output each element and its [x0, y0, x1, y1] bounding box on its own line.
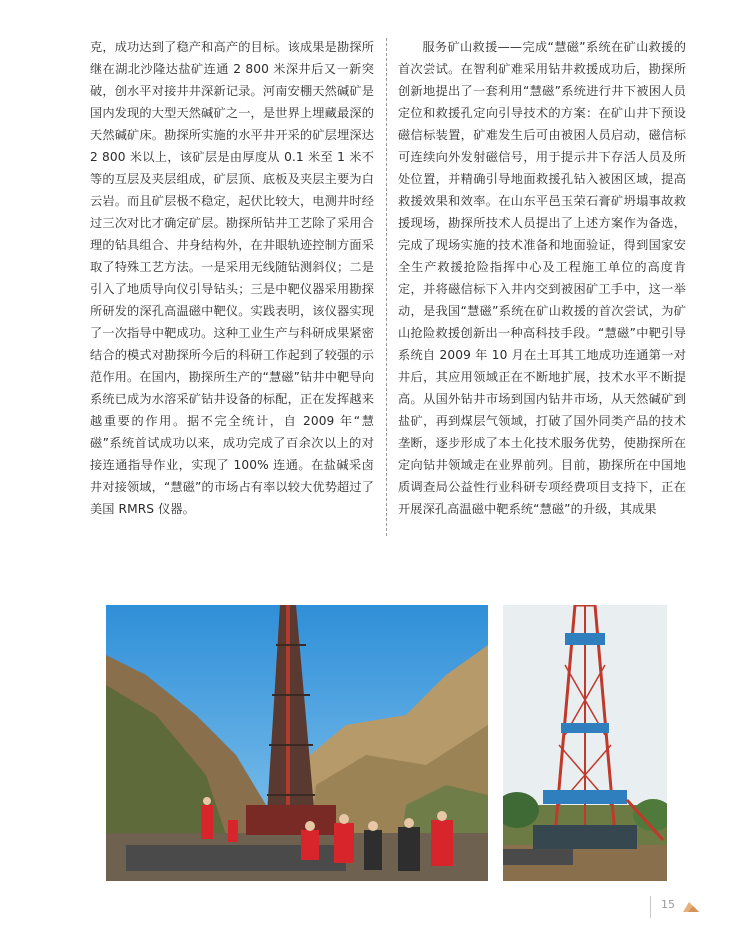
drilling-site-photo-image — [106, 605, 488, 881]
right-column-text: 服务矿山救援——完成“慧磁”系统在矿山救援的首次尝试。在智利矿难采用钻井救援成功后，勘探所创新地提出了一套利用“慧磁”系统进行井下被困人员定位和救援孔定向引导技术的方案：在矿山井下预设磁信标装置，矿难发生后可由被困人员启动，磁信标可连续向外发射磁信号，用于提示井下存活人员及所处位置，并精确引导地面救援孔钻入被困区域，提高救援效果和效率。在山东平邑玉荣石膏矿坍塌事故救援现场，勘探所技术人员提出了上述方案作为备选，完成了现场实施的技术准备和地面验证，得到国家安全生产救援抢险指挥中心及工程施工单位的高度肯定，并将磁信标下入井内交到被困矿工手中，这一举动，是我国“慧磁”系统在矿山救援的首次尝试，为矿山抢险救援创新出一种高科技手段。“慧磁”中靶引导系统自 2009 年 10 月在土耳其工地成功连通第一对井后，其应用领域正在不断地扩展，技术水平不断提高。从国外钻井市场到国内钻井市场，从天然碱矿到盐矿，再到煤层气领域，打破了国外同类产品的技术垄断，逐步形成了本土化技术服务优势，使勘探所在定向钻井领域走在业界前列。目前，勘探所在中国地质调查局公益性行业科研专项经费项目支持下，正在开展深孔高温磁中靶系统“慧磁”的升级，其成果 — [398, 40, 686, 516]
left-text-column — [90, 36, 374, 520]
drilling-rig-photo-image — [503, 605, 667, 881]
drilling-rig-photo — [503, 605, 667, 881]
drilling-site-photo — [106, 605, 488, 881]
page-folio — [650, 896, 711, 918]
right-text-column — [398, 36, 686, 520]
left-column-text: 克，成功达到了稳产和高产的目标。该成果是勘探所继在湖北沙隆达盐矿连通 2 800 米深井后又一新突破，创水平对接井井深新记录。河南安棚天然碱矿是国内发现的大型天然碱矿之一，是世界上埋藏最深的天然碱矿床。勘探所实施的水平井开采的矿层埋深达 2 800 米以上，该矿层是由厚度从 0.1 米至 1 米不等的互层及夹层组成，矿层顶、底板及夹层主要为白云岩。而且矿层极不稳定，起伏比较大，电测井时经过三次对比才确定矿层。勘探所钻井工艺除了采用合理的钻具组合、井身结构外，在井眼轨迹控制方面采取了特殊工艺方法。一是采用无线随钻测斜仪；二是引入了地质导向仪引导钻头；三是中靶仪器采用勘探所研发的深孔高温磁中靶仪。实践表明，该仪器实现了一次指导中靶成功。这种工业生产与科研成果紧密结合的模式对勘探所今后的科研工作起到了较强的示范作用。在国内，勘探所生产的“慧磁”钻井中靶导向系统已成为水溶采矿钻井设备的标配，正在发挥越来越重要的作用。据不完全统计，自 2009 年“慧磁”系统首试成功以来，成功完成了百余次以上的对接连通指导作业，实现了 100% 连通。在盐碱采卤井对接领域，“慧磁”的市场占有率以较大优势超过了美国 RMRS 仪器。 — [90, 40, 374, 516]
column-divider — [386, 38, 387, 536]
page-number: 15 — [661, 898, 675, 911]
page-corner-icon — [683, 900, 699, 912]
